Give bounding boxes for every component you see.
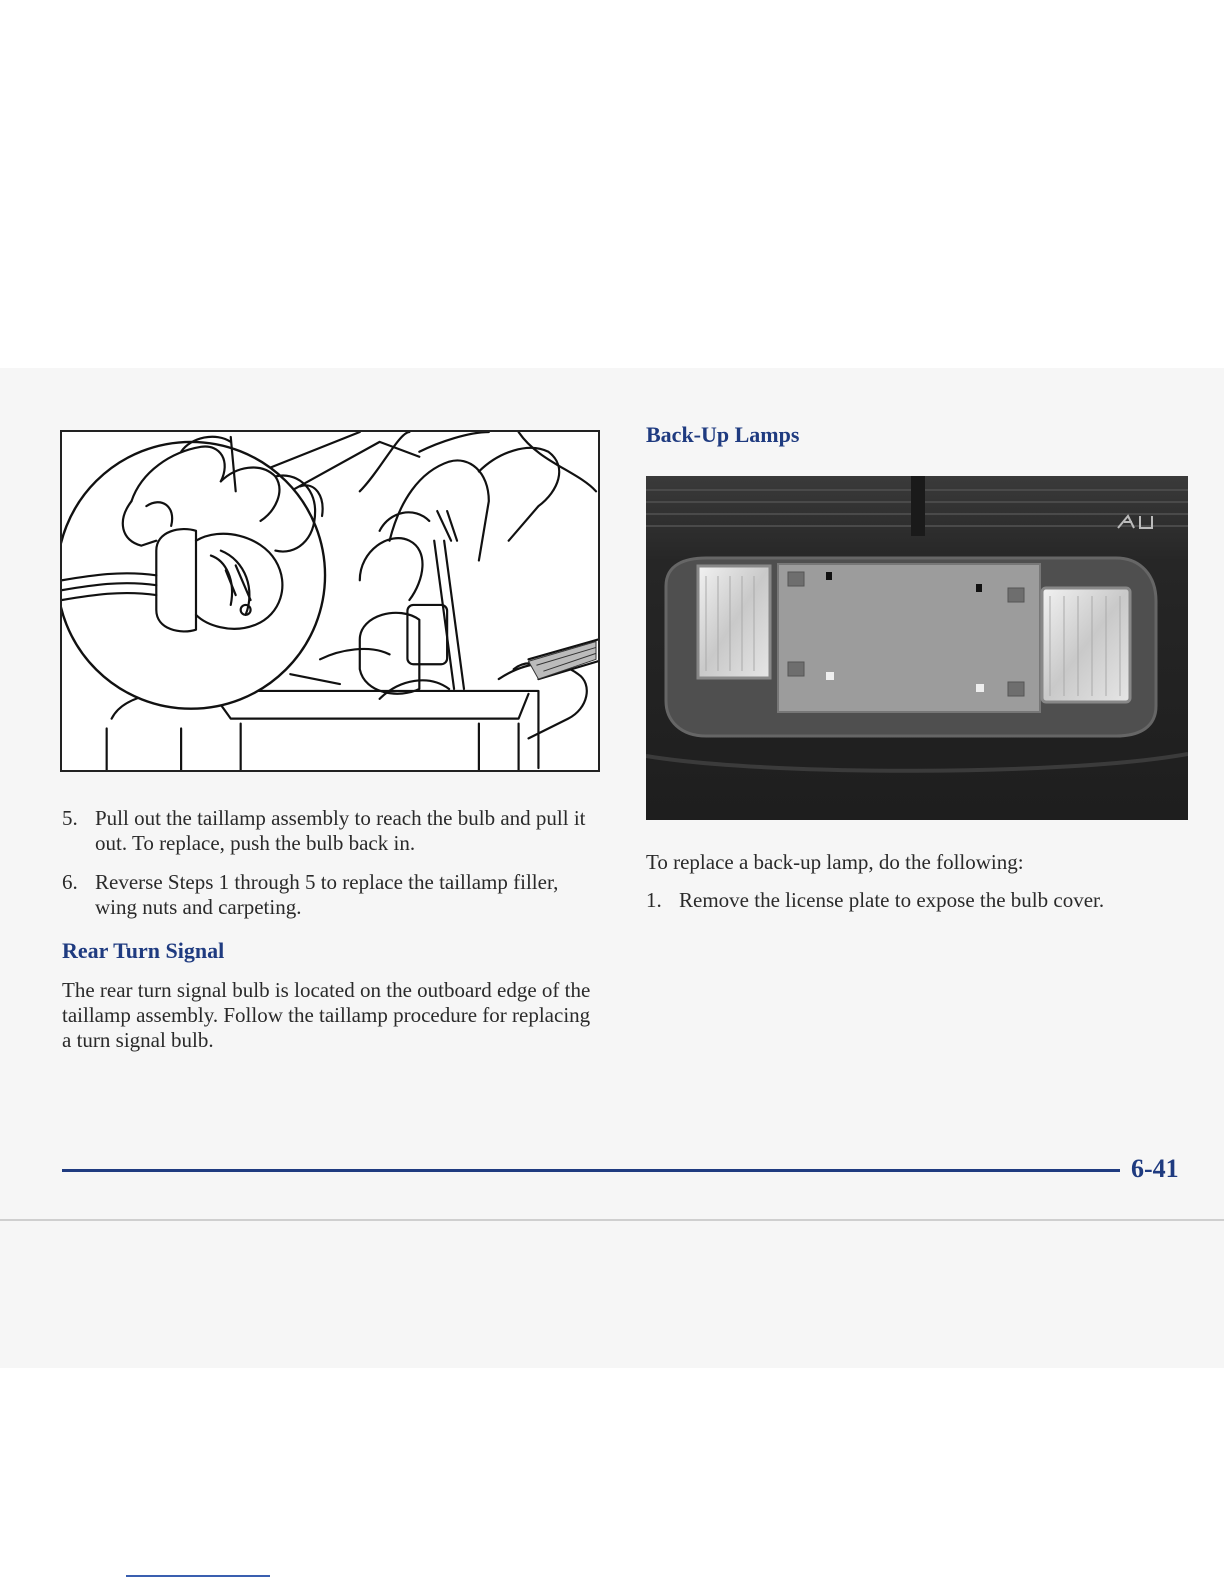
page-number: 6-41	[1131, 1154, 1179, 1183]
step-number: 1.	[646, 888, 662, 912]
step-number: 5.	[62, 806, 78, 830]
back-up-lamps-intro: To replace a back-up lamp, do the following:	[646, 850, 1024, 874]
step-text: Reverse Steps 1 through 5 to replace the taillamp filler, wing nuts and carpeting.	[95, 870, 559, 919]
step-5	[62, 806, 592, 856]
footer-rule	[62, 1169, 1120, 1172]
back-up-step-1	[646, 888, 1186, 913]
rear-turn-signal-heading: Rear Turn Signal	[62, 938, 225, 963]
taillamp-bulb-illustration	[60, 430, 600, 772]
step-number: 6.	[62, 870, 78, 894]
page-edge-divider	[0, 1219, 1224, 1221]
back-up-lamps-heading: Back-Up Lamps	[646, 422, 800, 447]
bottom-link-underline	[126, 1575, 270, 1577]
step-6	[62, 870, 592, 920]
step-text: Pull out the taillamp assembly to reach the bulb and pull it out. To replace, push the bulb back in.	[95, 806, 586, 855]
step-text: Remove the license plate to expose the bulb cover.	[679, 888, 1105, 912]
rear-turn-signal-body: The rear turn signal bulb is located on the outboard edge of the taillamp assembly. Follow the taillamp procedure for replacing a turn signal bulb.	[62, 978, 591, 1052]
back-up-lamps-photo	[646, 476, 1188, 820]
